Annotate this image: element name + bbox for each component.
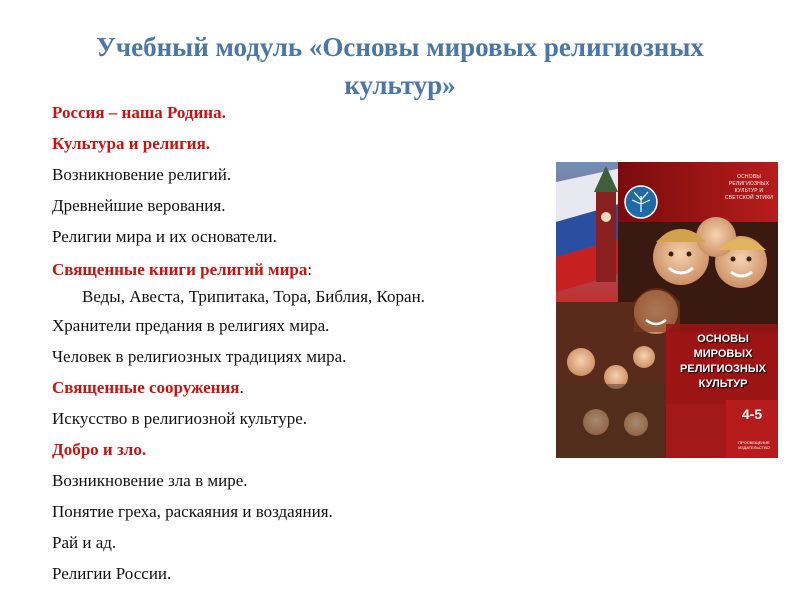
- cover-title: ОСНОВЫ МИРОВЫХ РЕЛИГИОЗНЫХ КУЛЬТУР: [680, 333, 766, 390]
- cover-grade-label: 4-5: [741, 406, 763, 422]
- topic-item: Религии России.: [52, 564, 172, 583]
- topic-item: Культура и религия.: [52, 134, 211, 153]
- topic-item: Религии мира и их основатели.: [52, 227, 277, 246]
- publisher-logo: ПРОСВЕЩЕНИЕ ИЗДАТЕЛЬСТВО: [738, 440, 770, 450]
- textbook-cover-image: [556, 162, 778, 458]
- topic-item: Добро и зло.: [52, 440, 147, 459]
- topic-subitem: Веды, Авеста, Трипитака, Тора, Библия, Коран.: [82, 287, 425, 306]
- topic-item: Священные сооружения.: [52, 378, 244, 397]
- slide-title: Учебный модуль «Основы мировых религиозных культур»: [96, 32, 704, 100]
- topic-item: Понятие греха, раскаяния и воздаяния.: [52, 502, 333, 521]
- cover-series-label: ОСНОВЫ РЕЛИГИОЗНЫХ КУЛЬТУР И СВЕТСКОЙ ЭТИКИ: [724, 174, 774, 201]
- topic-item: Рай и ад.: [52, 533, 117, 552]
- topic-item: Древнейшие верования.: [52, 196, 226, 215]
- topic-item: Искусство в религиозной культуре.: [52, 409, 308, 428]
- topic-item: Человек в религиозных традициях мира.: [52, 347, 347, 366]
- topic-item: Священные книги религий мира: Веды, Авеста, Трипитака, Тора, Библия, Коран.: [52, 260, 425, 306]
- topic-item: Россия – наша Родина.: [52, 103, 226, 122]
- topic-item: Хранители предания в религиях мира.: [52, 316, 330, 335]
- topic-item: Возникновение религий.: [52, 165, 232, 184]
- topic-item: Возникновение зла в мире.: [52, 471, 248, 490]
